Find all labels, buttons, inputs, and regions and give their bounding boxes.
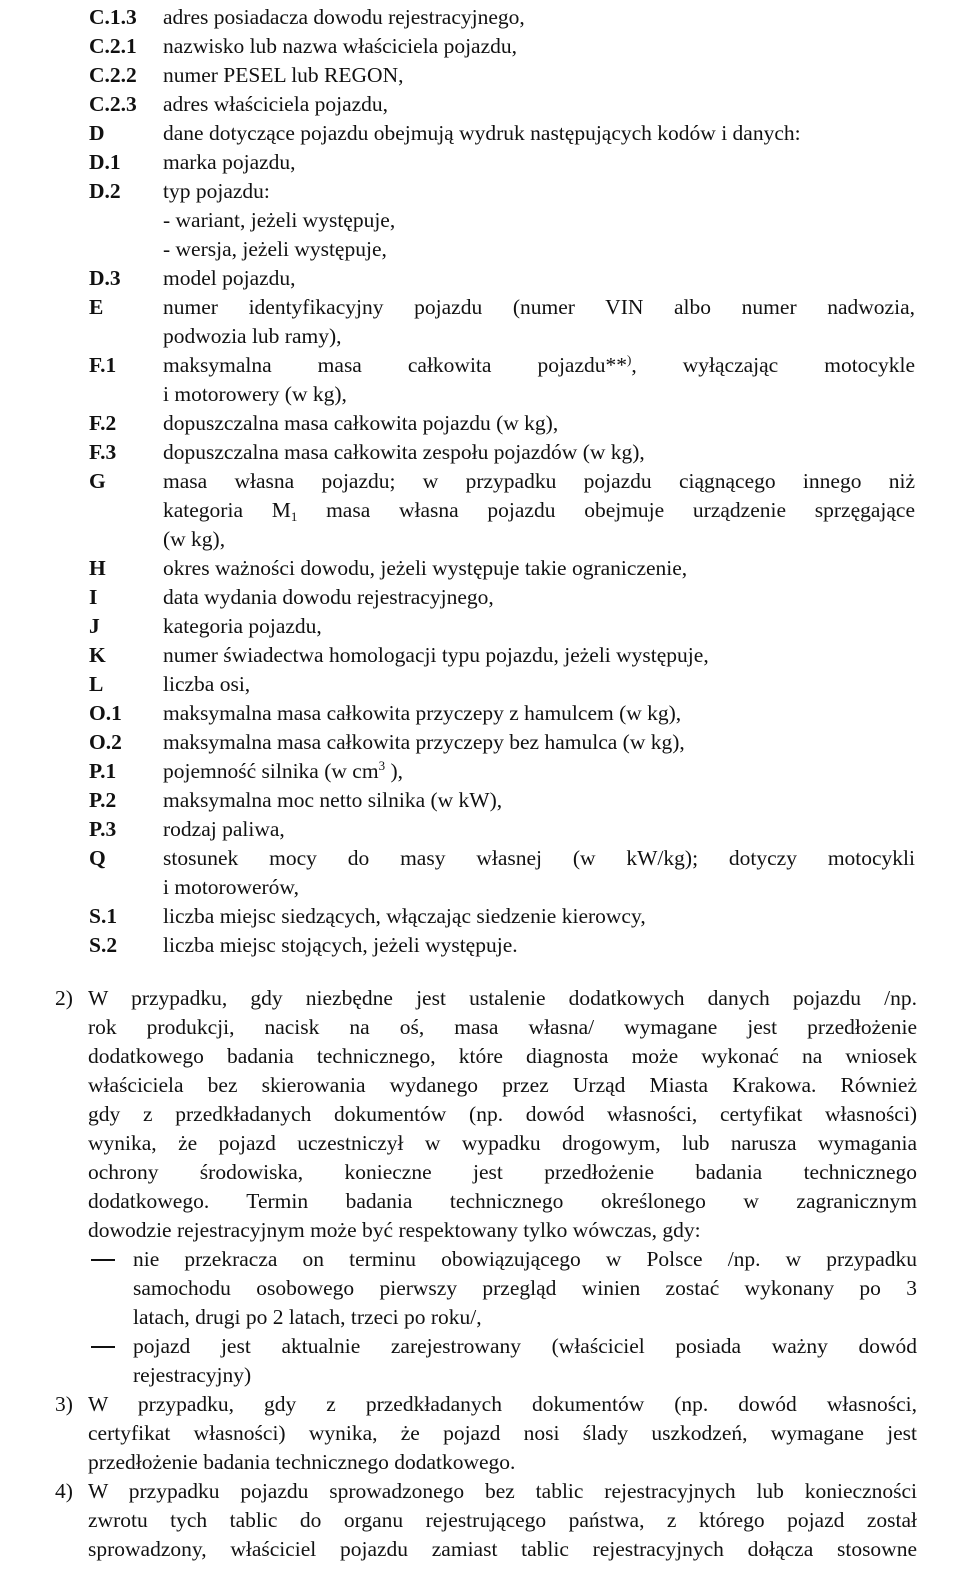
footnote-marker: ) — [627, 352, 632, 367]
paragraph-line: W przypadku, gdy z przedkładanych dokumentów (np. dowód własności, — [88, 1392, 917, 1416]
bullet-item — [88, 1245, 917, 1332]
dash-bullet-icon — [88, 1332, 133, 1390]
code-description: liczba miejsc stojących, jeżeli występuje. — [163, 933, 518, 957]
code-description: dopuszczalna masa całkowita pojazdu (w kg), — [163, 411, 559, 435]
code-label: I — [89, 585, 98, 609]
code-description: maksymalna masa całkowita przyczepy z hamulcem (w kg), — [163, 701, 682, 725]
code-description: numer PESEL lub REGON, — [163, 63, 404, 87]
code-label: D.3 — [89, 266, 121, 290]
code-description: numer świadectwa homologacji typu pojazdu, jeżeli występuje, — [163, 643, 709, 667]
paragraph-line: W przypadku pojazdu sprowadzonego bez tablic rejestracyjnych lub konieczności — [88, 1479, 917, 1503]
code-label: C.2.3 — [89, 92, 137, 116]
paragraph-line: ochrony środowiska, konieczne jest przedłożenie badania technicznego — [88, 1160, 917, 1184]
code-label: F.1 — [89, 353, 117, 377]
code-row — [89, 148, 915, 177]
code-description: maksymalna moc netto silnika (w kW), — [163, 788, 503, 812]
bullet-line: nie przekracza on terminu obowiązującego w Polsce /np. w przypadku — [133, 1247, 917, 1271]
code-description: podwozia lub ramy), — [163, 324, 342, 348]
code-description: marka pojazdu, — [163, 150, 296, 174]
bullet-line: samochodu osobowego pierwszy przegląd winien zostać wykonany po 3 — [133, 1276, 917, 1300]
paragraph-line: właściciela bez skierowania wydanego przez Urząd Miasta Krakowa. Również — [88, 1073, 917, 1097]
code-row — [89, 119, 915, 148]
paragraph-text — [88, 1477, 917, 1564]
code-label: P.2 — [89, 788, 117, 812]
code-row — [89, 264, 915, 293]
code-description: dopuszczalna masa całkowita zespołu pojazdów (w kg), — [163, 440, 645, 464]
code-description-text: ), — [385, 759, 403, 783]
code-label: S.1 — [89, 904, 118, 928]
code-label: D.2 — [89, 179, 121, 203]
bullet-line: latach, drugi po 2 latach, trzeci po roku/, — [133, 1305, 482, 1329]
code-row — [89, 612, 915, 641]
code-row — [89, 409, 915, 438]
code-row — [89, 844, 915, 902]
paragraph-number: 3) — [55, 1392, 73, 1416]
code-description: masa własna pojazdu; w przypadku pojazdu ciągnącego innego niż — [163, 469, 915, 493]
code-description-text: maksymalna masa całkowita pojazdu** — [163, 353, 628, 377]
vehicle-code-list — [89, 3, 915, 960]
code-description: nazwisko lub nazwa właściciela pojazdu, — [163, 34, 518, 58]
code-description: - wariant, jeżeli występuje, — [163, 208, 396, 232]
bullet-line: rejestracyjny) — [133, 1363, 252, 1387]
code-description: model pojazdu, — [163, 266, 296, 290]
bullet-line: pojazd jest aktualnie zarejestrowany (właściciel posiada ważny dowód — [133, 1334, 917, 1358]
code-description-text: , wyłączając motocykle — [631, 353, 915, 377]
code-description-text: masa własna pojazdu obejmuje urządzenie sprzęgające — [297, 498, 916, 522]
paragraph-line: gdy z przedkładanych dokumentów (np. dowód własności, certyfikat własności) — [88, 1102, 917, 1126]
paragraph-line: dowodzie rejestracyjnym może być respektowany tylko wówczas, gdy: — [88, 1218, 701, 1242]
code-row — [89, 699, 915, 728]
code-row — [89, 90, 915, 119]
code-description — [163, 757, 915, 786]
code-label: P.1 — [89, 759, 117, 783]
code-label: O.1 — [89, 701, 122, 725]
code-label: F.3 — [89, 440, 117, 464]
code-row — [89, 902, 915, 931]
code-row — [89, 728, 915, 757]
code-row — [89, 3, 915, 32]
code-row — [89, 293, 915, 351]
paragraph-text — [88, 984, 917, 1390]
paragraph-number: 2) — [55, 986, 73, 1010]
code-row — [89, 931, 915, 960]
superscript: 3 — [378, 758, 386, 773]
code-description — [163, 351, 915, 380]
code-label: F.2 — [89, 411, 117, 435]
code-description: adres właściciela pojazdu, — [163, 92, 389, 116]
code-description: dane dotyczące pojazdu obejmują wydruk następujących kodów i danych: — [163, 121, 801, 145]
paragraph-line: dodatkowego badania technicznego, które diagnosta może wykonać na wniosek — [88, 1044, 917, 1068]
paragraph-text — [88, 1390, 917, 1477]
paragraph-line: sprowadzony, właściciel pojazdu zamiast tablic rejestracyjnych dołącza stosowne — [88, 1537, 917, 1561]
code-label: Q — [89, 846, 106, 870]
paragraph-line: zwrotu tych tablic do organu rejestrującego państwa, z którego pojazd został — [88, 1508, 917, 1532]
subscript: 1 — [290, 509, 298, 524]
bullet-item — [88, 1332, 917, 1390]
code-description: okres ważności dowodu, jeżeli występuje takie ograniczenie, — [163, 556, 688, 580]
code-description: typ pojazdu: — [163, 179, 270, 203]
code-row — [89, 583, 915, 612]
dash-bullet-icon — [88, 1245, 133, 1332]
code-label: C.1.3 — [89, 5, 137, 29]
code-row — [89, 554, 915, 583]
code-description: data wydania dowodu rejestracyjnego, — [163, 585, 494, 609]
paragraph-line: W przypadku, gdy niezbędne jest ustalenie dodatkowych danych pojazdu /np. — [88, 986, 917, 1010]
code-description: - wersja, jeżeli występuje, — [163, 237, 387, 261]
code-description: numer identyfikacyjny pojazdu (numer VIN albo numer nadwozia, — [163, 295, 915, 319]
code-label: D — [89, 121, 105, 145]
paragraph-number: 4) — [55, 1479, 73, 1503]
paragraph-line: rok produkcji, nacisk na oś, masa własna/ wymagane jest przedłożenie — [88, 1015, 917, 1039]
paragraph-line: dodatkowego. Termin badania technicznego określonego w zagranicznym — [88, 1189, 917, 1213]
code-label: H — [89, 556, 106, 580]
code-label: K — [89, 643, 106, 667]
paragraph-2 — [55, 984, 917, 1390]
code-description: liczba miejsc siedzących, włączając siedzenie kierowcy, — [163, 904, 646, 928]
code-description: kategoria pojazdu, — [163, 614, 322, 638]
code-description: i motorowery (w kg), — [163, 382, 347, 406]
paragraph-line: wynika, że pojazd uczestniczył w wypadku drogowym, lub narusza wymagania — [88, 1131, 917, 1155]
code-row — [89, 177, 915, 264]
code-label: L — [89, 672, 104, 696]
code-label: O.2 — [89, 730, 122, 754]
code-label: D.1 — [89, 150, 121, 174]
code-label: J — [89, 614, 100, 638]
code-row — [89, 61, 915, 90]
code-label: P.3 — [89, 817, 117, 841]
paragraph-3 — [55, 1390, 917, 1477]
code-row — [89, 786, 915, 815]
paragraph-line: certyfikat własności) wynika, że pojazd nosi ślady uszkodzeń, wymagane jest — [88, 1421, 917, 1445]
code-description: (w kg), — [163, 527, 226, 551]
code-row — [89, 467, 915, 554]
paragraph-4 — [55, 1477, 917, 1564]
code-description: i motorowerów, — [163, 875, 299, 899]
code-label: C.2.2 — [89, 63, 137, 87]
code-description: stosunek mocy do masy własnej (w kW/kg); dotyczy motocykli — [163, 846, 915, 870]
code-description: liczba osi, — [163, 672, 251, 696]
code-label: E — [89, 295, 104, 319]
code-row — [89, 438, 915, 467]
code-description: adres posiadacza dowodu rejestracyjnego, — [163, 5, 525, 29]
code-row — [89, 351, 915, 409]
code-description-text: kategoria M — [163, 498, 291, 522]
code-row — [89, 670, 915, 699]
code-label: C.2.1 — [89, 34, 137, 58]
code-row — [89, 641, 915, 670]
code-description-text: pojemność silnika (w cm — [163, 759, 379, 783]
code-row — [89, 757, 915, 786]
code-description: rodzaj paliwa, — [163, 817, 285, 841]
code-row — [89, 815, 915, 844]
paragraph-line: przedłożenie badania technicznego dodatkowego. — [88, 1450, 516, 1474]
code-row — [89, 32, 915, 61]
code-label: G — [89, 469, 106, 493]
code-label: S.2 — [89, 933, 118, 957]
code-description — [163, 496, 915, 525]
code-description: maksymalna masa całkowita przyczepy bez hamulca (w kg), — [163, 730, 685, 754]
